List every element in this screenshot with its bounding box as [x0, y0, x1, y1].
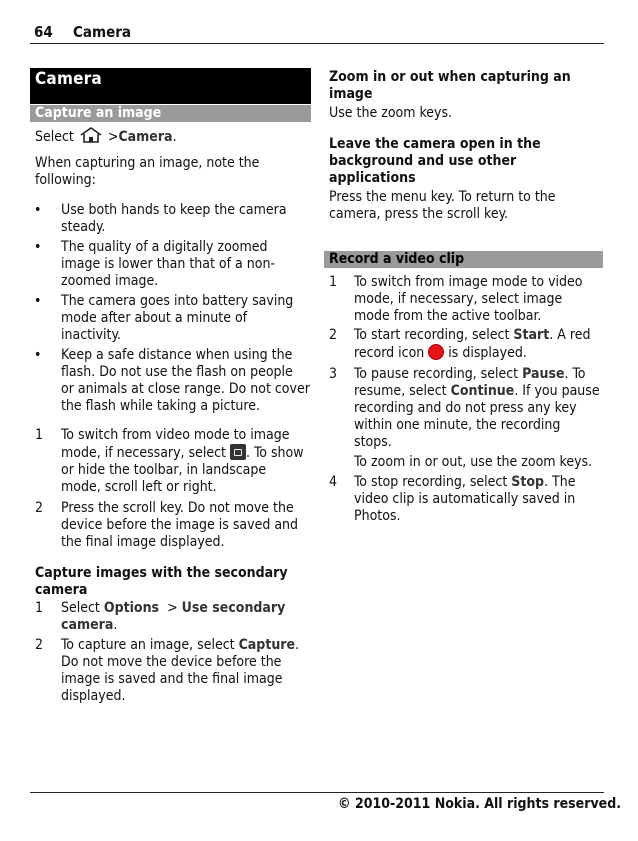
bullet-icon: • — [34, 293, 42, 309]
intro-paragraph: When capturing an image, note the following: — [35, 155, 260, 188]
step-number: 1 — [35, 600, 44, 616]
zoom-heading: Zoom in or out when capturing an image — [329, 69, 571, 102]
bullet-icon: • — [34, 239, 42, 255]
running-header-title: Camera — [73, 23, 131, 41]
step-number: 4 — [329, 474, 338, 490]
subsection-title: Record a video clip — [329, 251, 465, 267]
list-item: Keep a safe distance when using the flash. Do not use the flash on people or animals at close range. Do not cover the flash while taking a picture. — [61, 347, 310, 414]
step-number: 2 — [329, 327, 338, 343]
step-text: To switch from video mode to image mode, if necessary, select . To show or hide the toolbar, in landscape mode, scroll left or right. — [61, 427, 304, 495]
select-camera-line: Select >Camera. — [35, 126, 177, 149]
home-icon — [78, 126, 104, 149]
list-item: Use both hands to keep the camera steady. — [61, 202, 287, 235]
list-item: The quality of a digitally zoomed image is lower than that of a non- zoomed image. — [61, 239, 275, 289]
step-text: To capture an image, select Capture. Do not move the device before the image is saved and the final image displayed. — [61, 637, 300, 704]
background-heading: Leave the camera open in the background and use other applications — [329, 136, 541, 186]
background-body: Press the menu key. To return to the camera, press the scroll key. — [329, 189, 556, 222]
header-divider — [30, 43, 604, 44]
subsection-title: Capture an image — [35, 105, 162, 121]
step-text: To stop recording, select Stop. The video clip is automatically saved in Photos. — [354, 474, 576, 524]
step-number: 1 — [329, 274, 338, 290]
bullet-icon: • — [34, 202, 42, 218]
step-number: 2 — [35, 500, 44, 516]
bullet-icon: • — [34, 347, 42, 363]
section-title: Camera — [35, 69, 102, 89]
step-text: Select Options > Use secondary camera. — [61, 600, 286, 633]
step-text: To pause recording, select Pause. To resume, select Continue. If you pause recording and do not press any key within one minute, the recording stops. To zoom in or out, use the zoom keys. — [354, 366, 600, 470]
step-number: 1 — [35, 427, 44, 443]
step-text: To switch from image mode to video mode, if necessary, select image mode from the active toolbar. — [354, 274, 583, 324]
record-icon — [428, 344, 444, 360]
footer-divider — [30, 792, 604, 793]
step-number: 2 — [35, 637, 44, 653]
step-number: 3 — [329, 366, 338, 382]
step-text: Press the scroll key. Do not move the device before the image is saved and the final image displayed. — [61, 500, 299, 550]
secondary-camera-heading: Capture images with the secondary camera — [35, 565, 288, 598]
page-number: 64 — [34, 23, 53, 41]
zoom-body: Use the zoom keys. — [329, 105, 453, 121]
step-text: To start recording, select Start. A red record icon is displayed. — [354, 327, 591, 361]
camera-mode-icon — [230, 444, 246, 460]
copyright: © 2010-2011 Nokia. All rights reserved. — [338, 796, 621, 812]
list-item: The camera goes into battery saving mode after about a minute of inactivity. — [61, 293, 294, 343]
